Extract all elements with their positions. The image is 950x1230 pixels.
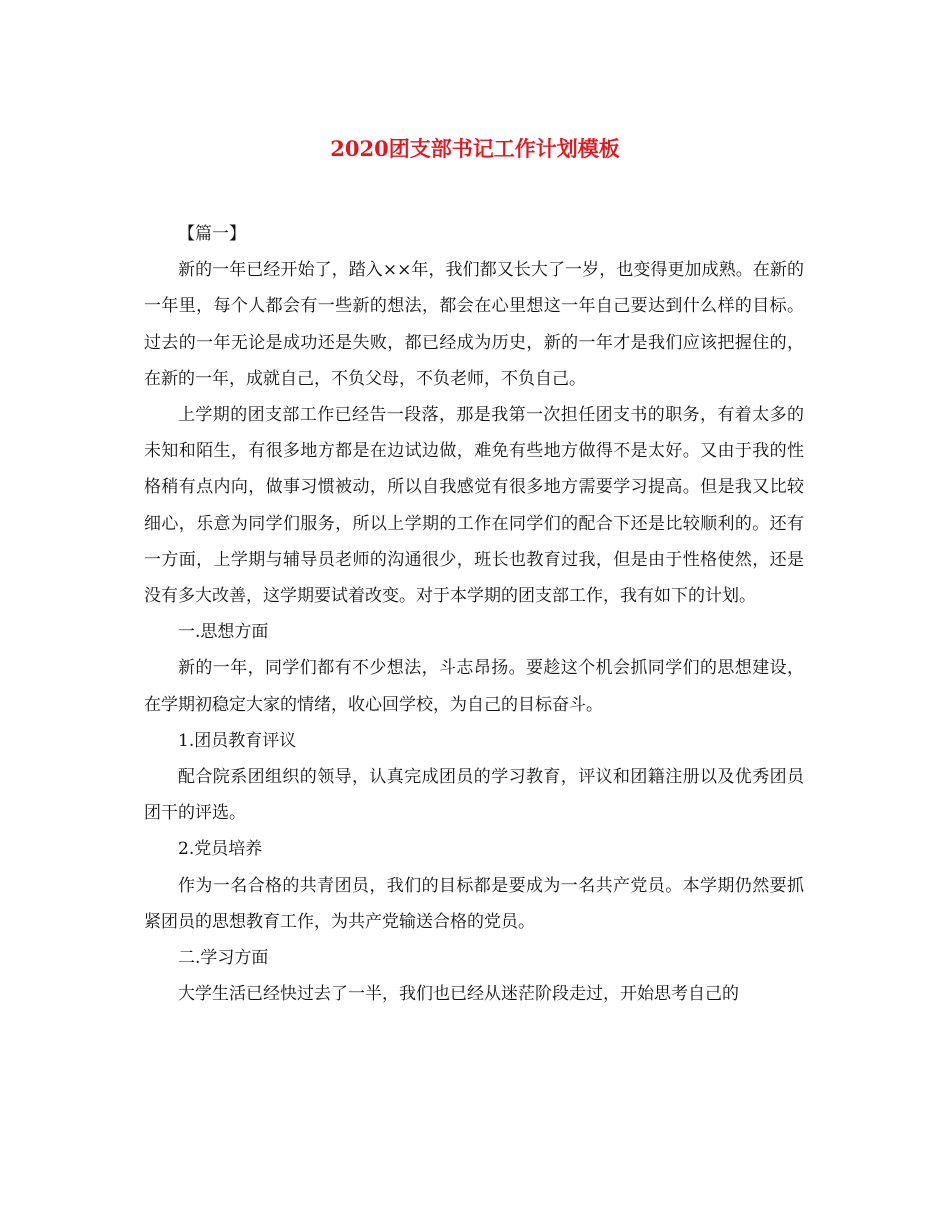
paragraph-intro: 新的一年已经开始了，踏入××年，我们都又长大了一岁，也变得更加成熟。在新的一年里，每个人都会有一些新的想法，都会在心里想这一年自己要达到什么样的目标。过去的一年无论是成功还是失败，都已经成为历史，新的一年才是我们应该把握住的，在新的一年，成就自己，不负父母，不负老师，不负自己。 <box>144 260 804 389</box>
paragraph-last-term-review: 上学期的团支部工作已经告一段落，那是我第一次担任团支书的职务，有着太多的未知和陌生，有很多地方都是在边试边做，难免有些地方做得不是太好。又由于我的性格稍有点内向，做事习惯被动，所以自我感觉有很多地方需要学习提高。但是我又比较细心，乐意为同学们服务，所以上学期的工作在同学们的配合下还是比较顺利的。还有一方面，上学期与辅导员老师的沟通很少，班长也教育过我，但是由于性格使然，还是没有多大改善，这学期要试着改变。对于本学期的团支部工作，我有如下的计划。 <box>144 405 804 607</box>
document-title: 2020团支部书记工作计划模板 <box>330 136 620 161</box>
section-heading-study: 二.学习方面 <box>178 948 269 969</box>
paragraph-party-training: 作为一名合格的共青团员，我们的目标都是要成为一名共产党员。本学期仍然要抓紧团员的思想教育工作，为共产党输送合格的党员。 <box>144 875 804 932</box>
subheading-party-training: 2.党员培养 <box>178 839 263 860</box>
section-heading-thought: 一.思想方面 <box>178 622 269 643</box>
paragraph-study: 大学生活已经快过去了一半，我们也已经从迷茫阶段走过，开始思考自己的 <box>178 984 739 1005</box>
document-body <box>144 216 804 1012</box>
paragraph-member-evaluation: 配合院系团组织的领导，认真完成团员的学习教育，评议和团籍注册以及优秀团员团干的评选。 <box>144 767 804 824</box>
paragraph-thought: 新的一年，同学们都有不少想法，斗志昂扬。要趁这个机会抓同学们的思想建设，在学期初稳定大家的情绪，收心回学校，为自己的目标奋斗。 <box>144 658 804 715</box>
subheading-member-evaluation: 1.团员教育评议 <box>178 730 297 751</box>
section-heading-part-one: 【篇一】 <box>178 224 246 244</box>
